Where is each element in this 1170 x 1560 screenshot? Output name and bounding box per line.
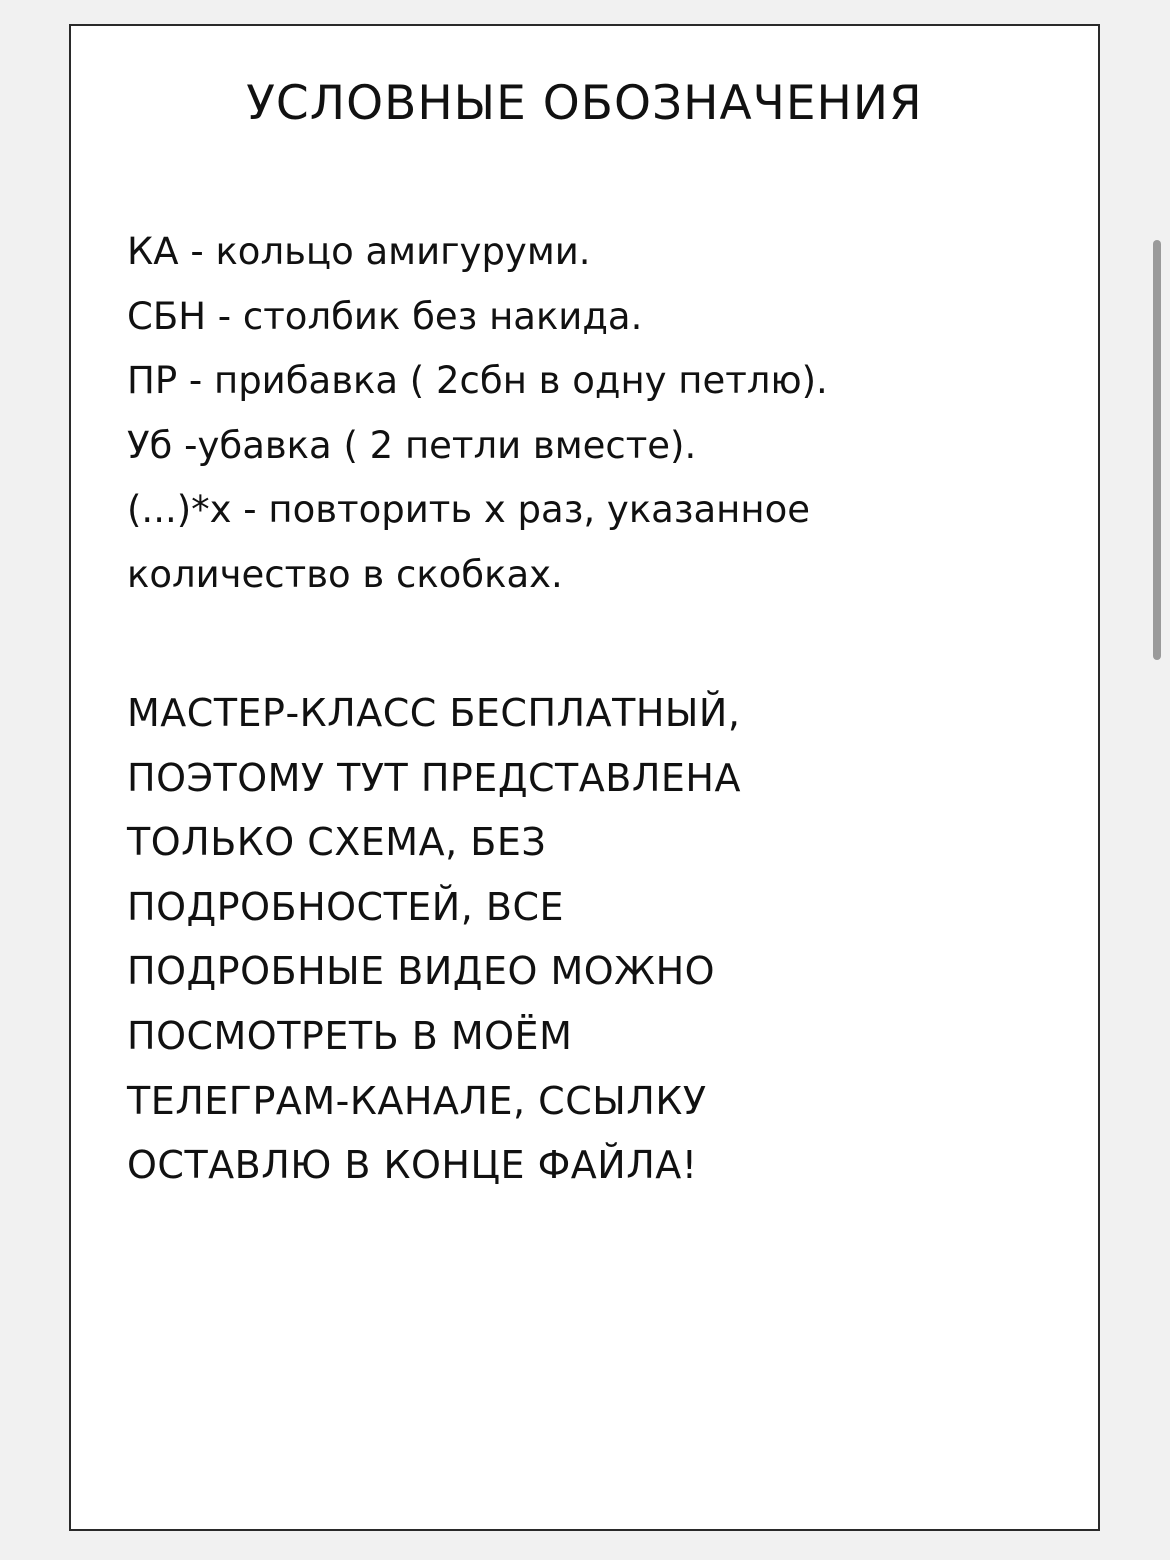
notice-line: ТОЛЬКО СХЕМА, БЕЗ bbox=[127, 820, 547, 865]
notice-line: ПОЭТОМУ ТУТ ПРЕДСТАВЛЕНА bbox=[127, 755, 741, 800]
notice-line: ПОДРОБНОСТЕЙ, ВСЕ bbox=[127, 884, 565, 929]
legend-line-repeat: (...)*х - повторить х раз, указанное bbox=[127, 488, 810, 531]
legend-line-ka: КА - кольцо амигуруми. bbox=[127, 230, 591, 273]
notice-line: ПОДРОБНЫЕ ВИДЕО МОЖНО bbox=[127, 949, 716, 994]
vertical-scrollbar[interactable] bbox=[1153, 240, 1161, 660]
free-class-notice bbox=[127, 681, 1077, 1198]
legend-line-repeat-cont: количество в скобках. bbox=[127, 552, 563, 596]
legend-line-pr: ПР - прибавка ( 2сбн в одну петлю). bbox=[127, 359, 828, 402]
legend-line-sbn: СБН - столбик без накида. bbox=[127, 294, 643, 338]
document-page bbox=[69, 24, 1100, 1531]
notice-line: ТЕЛЕГРАМ-КАНАЛЕ, ССЫЛКУ bbox=[127, 1078, 707, 1123]
notice-line: МАСТЕР-КЛАСС БЕСПЛАТНЫЙ, bbox=[127, 691, 741, 735]
notice-line: ПОСМОТРЕТЬ В МОЁМ bbox=[127, 1013, 573, 1058]
notice-line: ОСТАВЛЮ В КОНЦЕ ФАЙЛА! bbox=[127, 1143, 698, 1188]
legend-line-ub: Уб -убавка ( 2 петли вместе). bbox=[127, 423, 697, 467]
legend-list bbox=[127, 220, 1077, 607]
page-title: УСЛОВНЫЕ ОБОЗНАЧЕНИЯ bbox=[246, 76, 923, 131]
